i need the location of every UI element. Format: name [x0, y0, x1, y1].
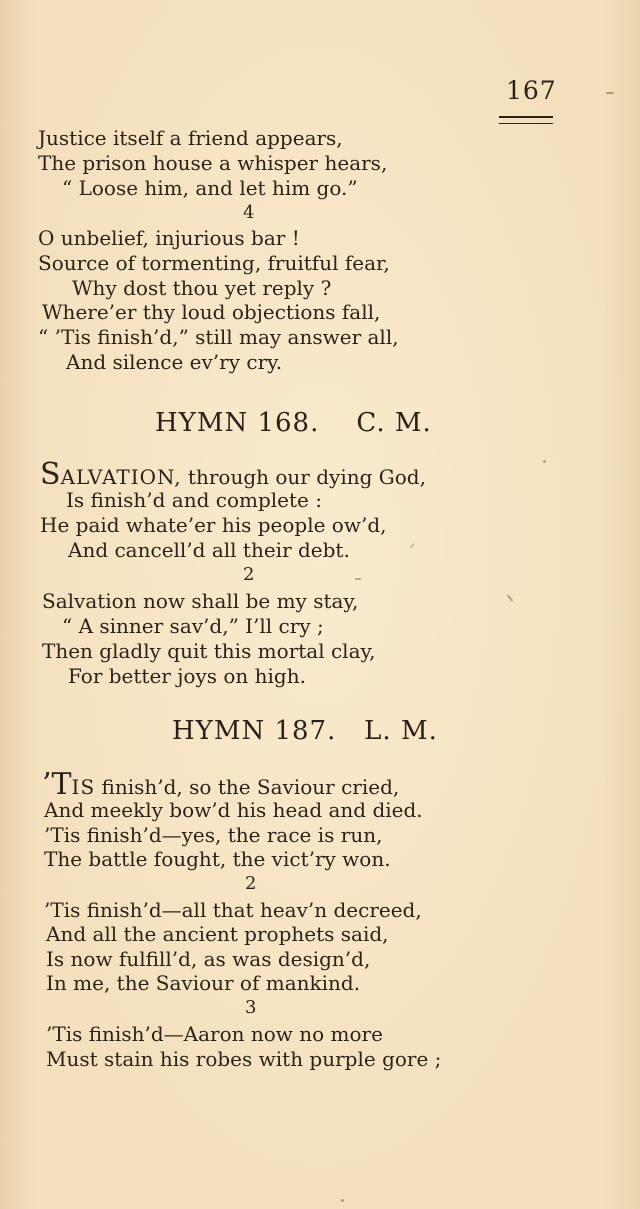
- verse-line: “ ’Tis finish’d,” still may answer all,: [38, 325, 399, 349]
- verse-line: Salvation now shall be my stay,: [42, 589, 359, 613]
- stanza-number: 2: [243, 564, 255, 585]
- verse-line: In me, the Saviour of mankind.: [46, 971, 361, 995]
- verse-line: Why dost thou yet reply ?: [72, 276, 332, 300]
- verse-line: He paid whate’er his people ow’d,: [40, 513, 387, 537]
- verse-text: through our dying God,: [181, 465, 426, 489]
- verse-line-first: [40, 457, 426, 492]
- verse-line-first: [42, 767, 400, 802]
- verse-line: And all the ancient prophets said,: [46, 922, 389, 946]
- paper-speck: [543, 460, 546, 463]
- verse-line: ’Tis finish’d—yes, the race is run,: [44, 823, 383, 847]
- page-number: 167: [506, 76, 557, 105]
- verse-text: finish’d, so the Saviour cried,: [95, 775, 400, 799]
- verse-line: The prison house a whisper hears,: [38, 151, 388, 175]
- drop-cap: ’T: [42, 767, 72, 802]
- verse-line: And silence ev’ry cry.: [66, 350, 283, 374]
- verse-line: “ Loose him, and let him go.”: [62, 176, 358, 200]
- verse-line: Is finish’d and complete :: [66, 488, 322, 512]
- paper-speck: [341, 1199, 344, 1202]
- hymn-168-title: HYMN 168. C. M.: [155, 408, 432, 438]
- paper-speck: [409, 543, 414, 549]
- verse-line: Source of tormenting, fruitful fear,: [38, 251, 390, 275]
- verse-line: Where’er thy loud objections fall,: [42, 300, 381, 324]
- stanza-number: 4: [243, 202, 255, 223]
- stanza-number: 2: [245, 873, 257, 894]
- verse-line: Must stain his robes with purple gore ;: [46, 1047, 442, 1071]
- page-number-rule: [499, 116, 553, 124]
- paper-speck: [507, 594, 514, 601]
- paper-speck: [355, 578, 361, 580]
- verse-line: The battle fought, the vict’ry won.: [44, 847, 391, 871]
- hymn-187-title: HYMN 187. L. M.: [172, 716, 438, 746]
- verse-line: O unbelief, injurious bar !: [38, 226, 300, 250]
- verse-line: ’Tis finish’d—Aaron now no more: [46, 1022, 383, 1046]
- paper-speck: [606, 92, 614, 94]
- verse-line: For better joys on high.: [68, 664, 306, 688]
- verse-line: Is now fulfill’d, as was design’d,: [46, 947, 371, 971]
- drop-cap: S: [40, 457, 61, 492]
- verse-line: Justice itself a friend appears,: [38, 126, 343, 150]
- verse-line: And cancell’d all their debt.: [68, 538, 350, 562]
- verse-line: And meekly bow’d his head and died.: [44, 798, 423, 822]
- verse-line: “ A sinner sav’d,” I’ll cry ;: [62, 614, 324, 638]
- stanza-number: 3: [245, 997, 257, 1018]
- small-caps-word: IS: [71, 775, 96, 799]
- verse-line: Then gladly quit this mortal clay,: [42, 639, 376, 663]
- verse-line: ’Tis finish’d—all that heav’n decreed,: [44, 898, 422, 922]
- small-caps-word: ALVATION,: [60, 465, 182, 489]
